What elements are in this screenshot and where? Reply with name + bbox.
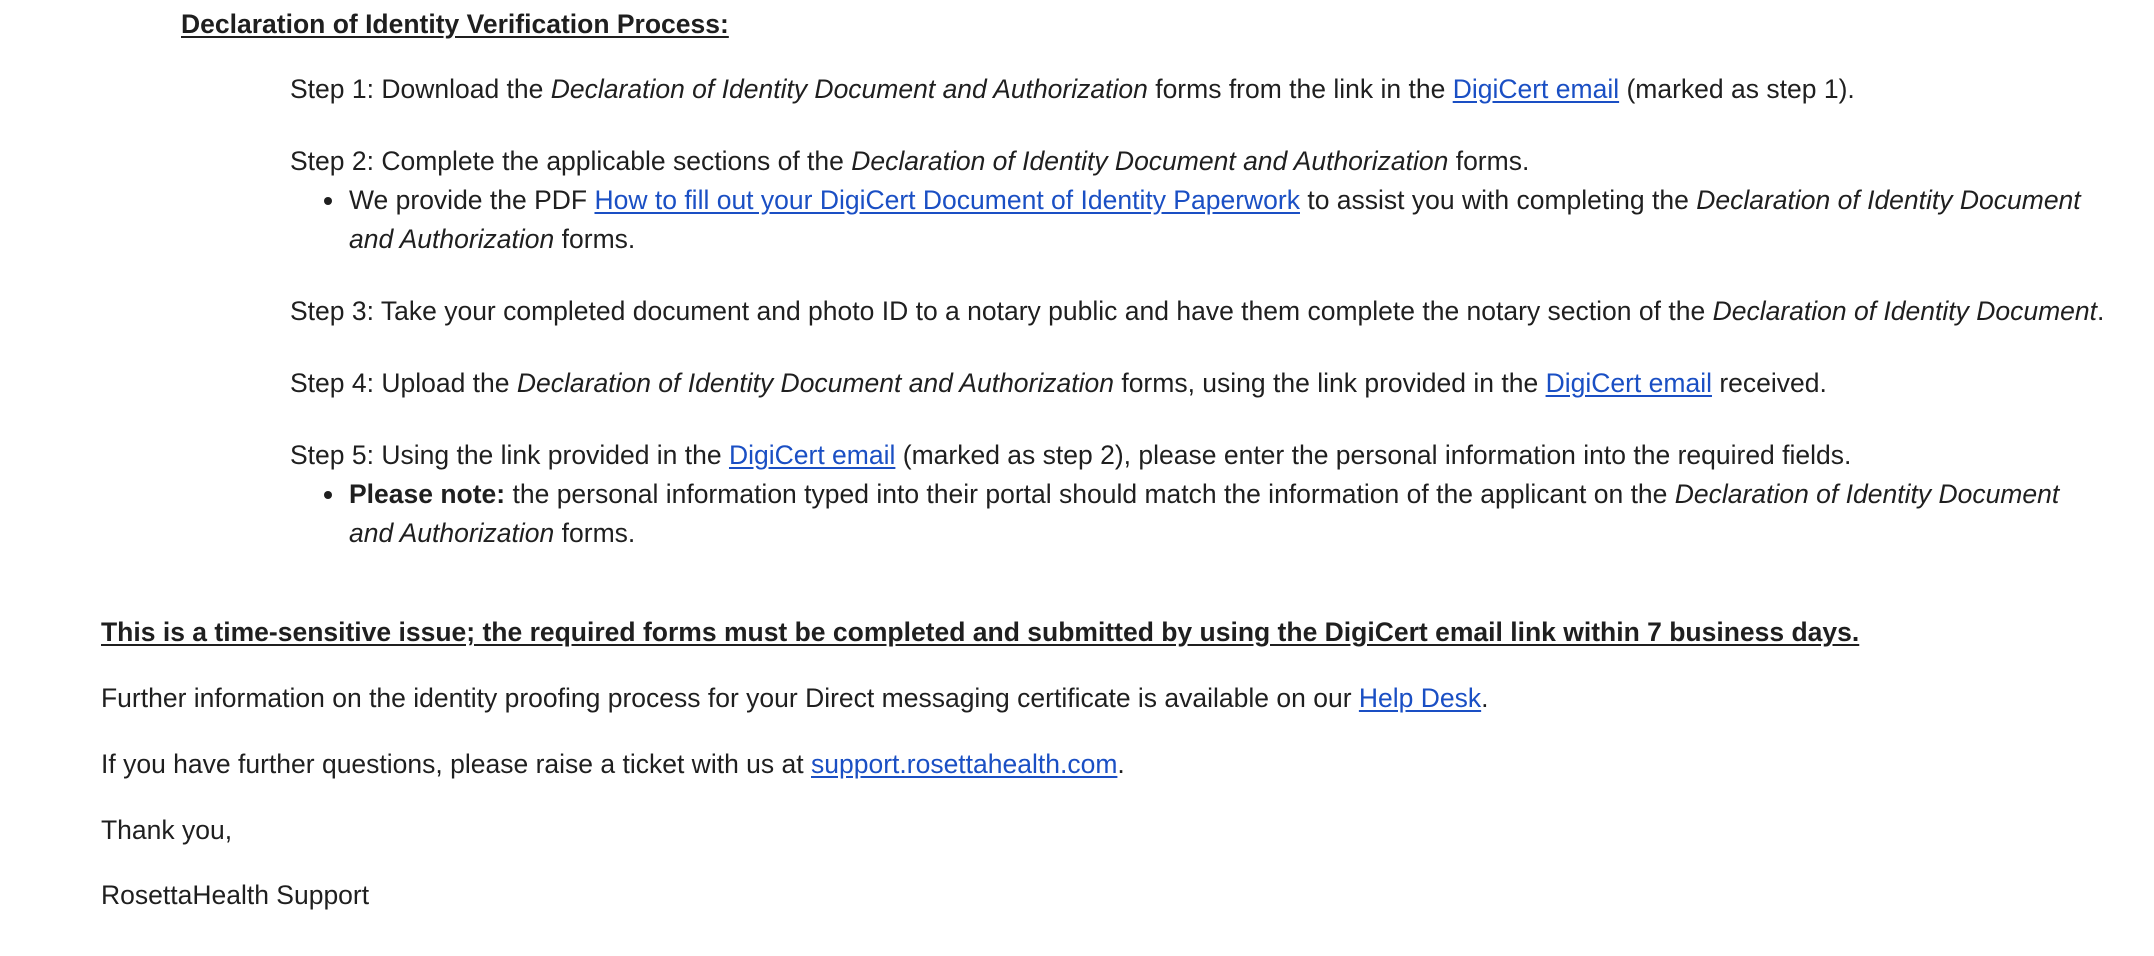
step-1-digicert-email-link[interactable]: DigiCert email — [1452, 74, 1620, 104]
step-3-document-name: Declaration of Identity Document — [1712, 296, 2098, 326]
step-2-bullet — [349, 181, 2094, 259]
questions — [101, 745, 1125, 784]
support-link[interactable]: support.rosettahealth.com — [811, 749, 1118, 779]
step-2-bullet-document-name: Declaration of Identity Document and Authorization — [349, 185, 2081, 254]
questions-text-2: . — [1117, 749, 1125, 779]
thank-you: Thank you, — [101, 815, 233, 845]
signature: RosettaHealth Support — [101, 880, 370, 910]
step-5 — [290, 436, 1851, 475]
step-5-bullet — [349, 475, 2094, 553]
step-1-text-2: forms from the link in the — [1147, 74, 1453, 104]
step-2-text: Step 2: Complete the applicable sections of the — [290, 146, 852, 176]
step-4-text-2: forms, using the link provided in the — [1113, 368, 1546, 398]
further-info — [101, 679, 1489, 718]
further-info-text: Further information on the identity proofing process for your Direct messaging certificate is available on our — [101, 683, 1359, 713]
step-1-text-3: (marked as step 1). — [1619, 74, 1855, 104]
step-3-text-2: . — [2097, 296, 2105, 326]
step-2-document-name: Declaration of Identity Document and Authorization — [851, 146, 1449, 176]
step-4-document-name: Declaration of Identity Document and Authorization — [516, 368, 1114, 398]
step-3 — [290, 292, 2104, 331]
step-1-text: Step 1: Download the — [290, 74, 551, 104]
help-desk-link[interactable]: Help Desk — [1358, 683, 1482, 713]
step-2-text-2: forms. — [1448, 146, 1530, 176]
please-note-label: Please note: — [349, 479, 506, 509]
step-2 — [290, 142, 1529, 181]
step-4-text: Step 4: Upload the — [290, 368, 517, 398]
step-3-text: Step 3: Take your completed document and photo ID to a notary public and have them complete the notary section of the — [290, 296, 1713, 326]
step-5-bullet-text-2: forms. — [554, 518, 636, 548]
step-4-text-3: received. — [1711, 368, 1827, 398]
step-5-text: Step 5: Using the link provided in the — [290, 440, 729, 470]
questions-text: If you have further questions, please raise a ticket with us at — [101, 749, 811, 779]
step-1 — [290, 70, 1855, 109]
step-1-document-name: Declaration of Identity Document and Authorization — [550, 74, 1148, 104]
step-5-text-2: (marked as step 2), please enter the personal information into the required fields. — [895, 440, 1852, 470]
step-5-bullet-text: the personal information typed into their portal should match the information of the applicant on the — [505, 479, 1675, 509]
step-2-bullet-text: We provide the PDF — [349, 185, 595, 215]
step-5-bullet-document-name: Declaration of Identity Document and Authorization — [349, 479, 2060, 548]
step-4-digicert-email-link[interactable]: DigiCert email — [1545, 368, 1712, 398]
step-2-bullet-text-2: to assist you with completing the — [1299, 185, 1697, 215]
step-4 — [290, 364, 1827, 403]
further-info-text-2: . — [1481, 683, 1489, 713]
section-heading: Declaration of Identity Verification Process: — [181, 9, 729, 39]
time-sensitive-notice: This is a time-sensitive issue; the required forms must be completed and submitted by using the DigiCert email link within 7 business days. — [101, 617, 1860, 647]
step-2-bullet-text-3: forms. — [554, 224, 636, 254]
how-to-fill-out-paperwork-link[interactable]: How to fill out your DigiCert Document of Identity Paperwork — [594, 185, 1300, 215]
step-5-digicert-email-link[interactable]: DigiCert email — [728, 440, 896, 470]
